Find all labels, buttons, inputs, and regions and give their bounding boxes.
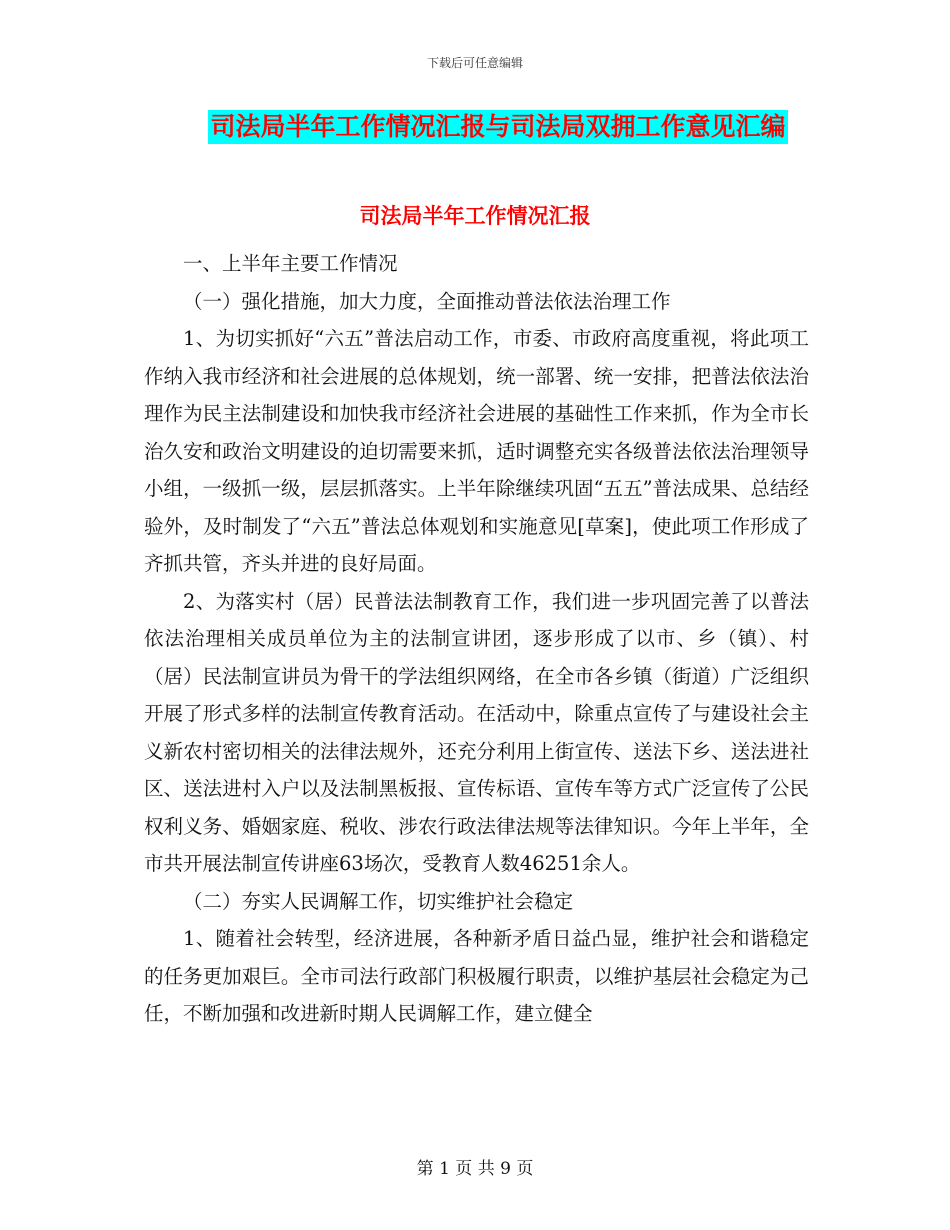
heading-level-1: 一、上半年主要工作情况 [183,252,398,275]
page-footer: 第 1 页 共 9 页 [416,1159,534,1179]
body-paragraph: 1、随着社会转型，经济进展，各种新矛盾日益凸显，维护社会和谐稳定的任务更加艰巨。全市司法行政部门积极履行职责，以维护基层社会稳定为己任，不断加强和改进新时期人民调解工作，建立健全 [144,927,809,1025]
section-title: 司法局半年工作情况汇报 [359,204,591,228]
heading-level-2: （二）夯实人民调解工作，切实维护社会稳定 [183,889,574,913]
heading-level-2: （一）强化措施，加大力度，全面推动普法依法治理工作 [183,289,671,313]
document-body [144,245,809,1033]
header-note: 下载后可任意编辑 [426,56,523,70]
main-title: 司法局半年工作情况汇报与司法局双拥工作意见汇编 [208,110,787,144]
body-paragraph: 2、为落实村（居）民普法法制教育工作，我们进一步巩固完善了以普法依法治理相关成员单位为主的法制宣讲团，逐步形成了以市、乡（镇）、村（居）民法制宣讲员为骨干的学法组织网络，在全市各乡镇（街道）广泛组织开展了形式多样的法制宣传教育活动。在活动中，除重点宣传了与建设社会主义新农村密切相关的法律法规外，还充分利用上街宣传、送法下乡、送法进社区、送法进村入户以及法制黑板报、宣传标语、宣传车等方式广泛宣传了公民权利义务、婚姻家庭、税收、涉农行政法律法规等法律知识。今年上半年，全市共开展法制宣传讲座63场次，受教育人数46251余人。 [144,589,809,875]
main-title-container [0,110,950,144]
body-paragraph: 1、为切实抓好“六五”普法启动工作，市委、市政府高度重视，将此项工作纳入我市经济和社会进展的总体规划，统一部署、统一安排，把普法依法治理作为民主法制建设和加快我市经济社会进展的基础性工作来抓，作为全市长治久安和政治文明建设的迫切需要来抓，适时调整充实各级普法依法治理领导小组，一级抓一级，层层抓落实。上半年除继续巩固“五五”普法成果、总结经验外，及时制发了“六五”普法总体观划和实施意见[草案]，使此项工作形成了齐抓共管，齐头并进的良好局面。 [144,327,809,575]
